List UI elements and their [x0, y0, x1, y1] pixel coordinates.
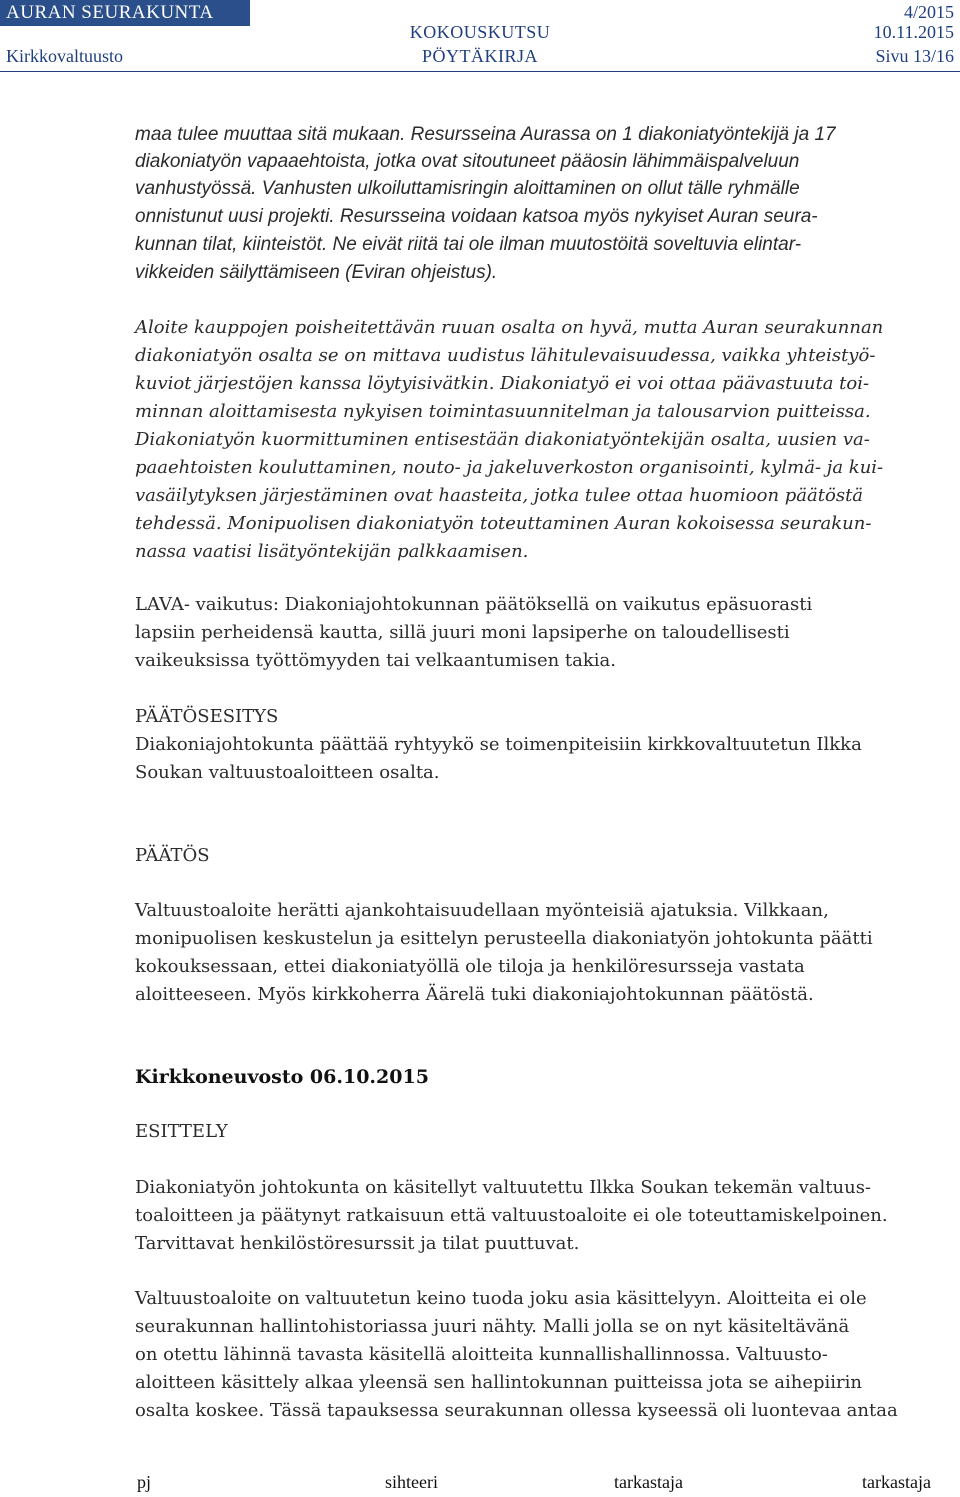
- doc-type-minutes: PÖYTÄKIRJA: [421, 46, 538, 66]
- text-line: vaikeuksissa työttömyyden tai velkaantumisen takia.: [135, 650, 616, 671]
- text-line: kokouksessaan, ettei diakoniatyöllä ole tiloja ja henkilöresursseja vastata: [135, 956, 805, 977]
- text-line: maa tulee muuttaa sitä mukaan. Resursseina Aurassa on 1 diakoniatyöntekijä ja 17: [135, 124, 836, 145]
- text-line: minnan aloittamisesta nykyisen toimintasuunnitelman ja talousarvion puitteissa.: [135, 401, 871, 422]
- text-line: tehdessä. Monipuolisen diakoniatyön toteuttaminen Auran kokoisessa seurakun-: [135, 513, 872, 534]
- text-line: Valtuustoaloite on valtuutetun keino tuoda joku asia käsittelyyn. Aloitteita ei ole: [135, 1288, 867, 1309]
- meeting-number: 4/2015: [903, 2, 954, 22]
- text-line: seurakunnan hallintohistoriassa juuri nähty. Malli jolla se on nyt käsiteltävänä: [135, 1316, 850, 1337]
- text-line: Valtuustoaloite herätti ajankohtaisuudellaan myönteisiä ajatuksia. Vilkkaan,: [135, 900, 829, 921]
- governing-body: Kirkkovaltuusto: [6, 46, 123, 66]
- text-line: Diakoniajohtokunta päättää ryhtyykö se toimenpiteisiin kirkkovaltuutetun Ilkka: [135, 734, 862, 755]
- text-line: aloitteen käsittely alkaa yleensä sen hallintokunnan puitteissa jota se aihepiirin: [135, 1372, 862, 1393]
- section-heading: ESITTELY: [135, 1121, 228, 1142]
- text-line: onnistunut uusi projekti. Resursseina voidaan katsoa myös nykyiset Auran seura-: [135, 206, 818, 227]
- text-line: LAVA- vaikutus: Diakoniajohtokunnan päätöksellä on vaikutus epäsuorasti: [135, 594, 813, 615]
- text-line: kuviot järjestöjen kanssa löytyisivätkin. Diakoniatyö ei voi ottaa päävastuuta toi-: [135, 373, 870, 394]
- footer-secretary: sihteeri: [385, 1472, 438, 1492]
- text-line: Diakoniatyön johtokunta on käsitellyt valtuutettu Ilkka Soukan tekemän valtuus-: [135, 1177, 872, 1198]
- text-line: diakoniatyön osalta se on mittava uudistus lähitulevaisuudessa, vaikka yhteistyö-: [135, 345, 876, 366]
- text-line: Soukan valtuustoaloitteen osalta.: [135, 762, 440, 783]
- text-line: aloitteeseen. Myös kirkkoherra Äärelä tuki diakoniajohtokunnan päätöstä.: [135, 984, 814, 1005]
- text-line: on otettu lähinnä tavasta käsitellä aloitteita kunnallishallinnossa. Valtuusto-: [135, 1344, 828, 1365]
- meeting-date: 10.11.2015: [873, 22, 954, 42]
- footer-inspector-1: tarkastaja: [614, 1472, 683, 1492]
- text-line: paaehtoisten kouluttaminen, nouto- ja jakeluverkoston organisointi, kylmä- ja kui-: [135, 457, 884, 478]
- section-heading: PÄÄTÖS: [135, 845, 210, 866]
- signature-footer: [0, 1470, 960, 1497]
- text-line: lapsiin perheidensä kautta, sillä juuri moni lapsiperhe on taloudellisesti: [135, 622, 790, 643]
- section-heading: Kirkkoneuvosto 06.10.2015: [135, 1066, 429, 1088]
- section-heading: PÄÄTÖSESITYS: [135, 706, 279, 727]
- text-line: Aloite kauppojen poisheitettävän ruuan osalta on hyvä, mutta Auran seurakunnan: [135, 317, 884, 338]
- footer-inspector-2: tarkastaja: [862, 1472, 931, 1492]
- doc-type-invitation: KOKOUSKUTSU: [409, 22, 551, 42]
- text-line: osalta koskee. Tässä tapauksessa seurakunnan ollessa kyseessä oli luontevaa antaa: [135, 1400, 898, 1421]
- text-line: nassa vaatisi lisätyöntekijän palkkaamisen.: [135, 541, 529, 562]
- text-line: Tarvittavat henkilöstöresurssit ja tilat puuttuvat.: [135, 1233, 580, 1254]
- text-line: vanhustyössä. Vanhusten ulkoiluttamisringin aloittaminen on ollut tälle ryhmälle: [135, 178, 800, 199]
- page-header: [0, 0, 960, 72]
- text-line: toaloitteen ja päätynyt ratkaisuun että valtuustoaloite ei ole toteuttamiskelpoinen.: [135, 1205, 888, 1226]
- header-divider: [0, 71, 960, 72]
- org-name: AURAN SEURAKUNTA: [6, 2, 214, 23]
- text-line: kunnan tilat, kiinteistöt. Ne eivät riitä tai ole ilman muutostöitä soveltuvia elintar-: [135, 234, 802, 255]
- text-line: vasäilytyksen järjestäminen ovat haasteita, jotka tulee ottaa huomioon päätöstä: [135, 485, 864, 506]
- text-line: diakoniatyön vapaaehtoista, jotka ovat sitoutuneet pääosin lähimmäispalveluun: [135, 151, 800, 172]
- text-line: vikkeiden säilyttämiseen (Eviran ohjeistus).: [135, 262, 498, 283]
- footer-chair: pj: [137, 1472, 152, 1492]
- text-line: monipuolisen keskustelun ja esittelyn perusteella diakoniatyön johtokunta päätti: [135, 928, 873, 949]
- page-number: Sivu 13/16: [875, 46, 954, 66]
- text-line: Diakoniatyön kuormittuminen entisestään diakoniatyöntekijän osalta, uusien va-: [135, 429, 870, 450]
